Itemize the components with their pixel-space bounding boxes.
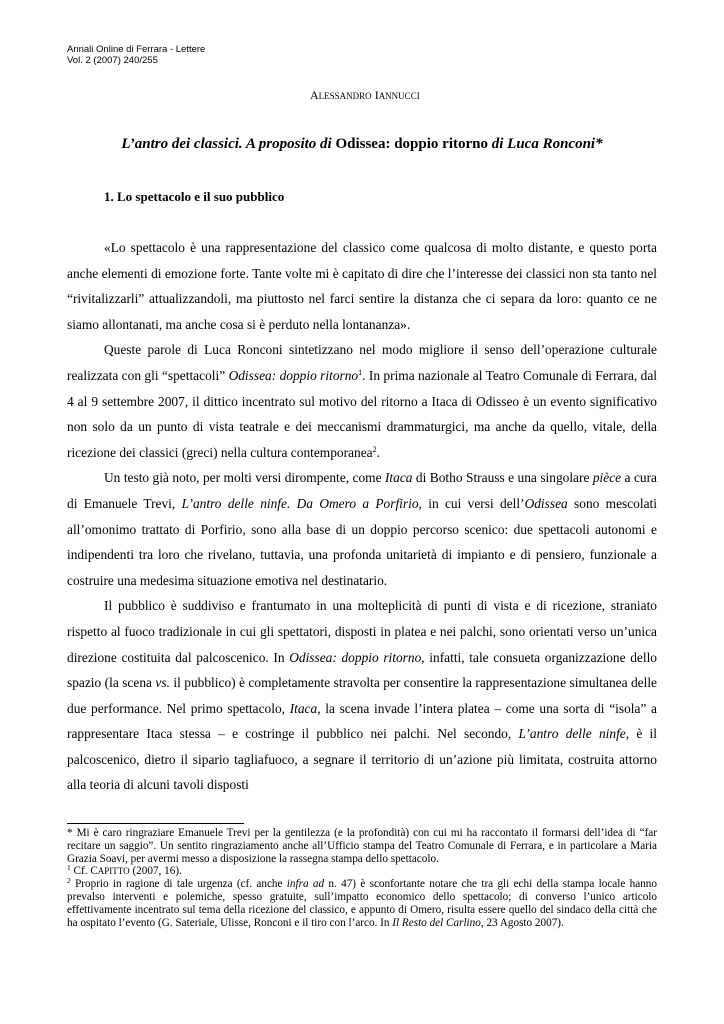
section-heading: 1. Lo spettacolo e il suo pubblico — [104, 189, 285, 204]
footnotes — [67, 827, 657, 929]
footnote-1: $^1$ Cf. CAPITTO (2007, 16). — [67, 863, 182, 878]
footnote-ref[interactable]: 1 — [358, 367, 363, 377]
journal-volume: Vol. 2 (2007) 240/255 — [67, 55, 158, 66]
article-title: L’antro dei classici. A proposito di Odissea: doppio ritorno di Luca Ronconi* — [121, 136, 603, 152]
paragraph: Un testo già noto, per molti versi dirompente, come Itaca di Botho Strauss e una singolare pièce a cura di Emanuele Trevi, L’antro delle ninfe. Da Omero a Porfirio, in cui versi dell’Odissea sono mescolati all’omonimo trattato di Porfirio, sono alla base di un doppio percorso scenico: due spettacoli autonomi e indipendenti tra loro che rivelano, tuttavia, una profonda unitarietà di impianto e di pensiero, funzionale a costruire una medesima situazione emotiva nel destinatario. — [67, 470, 657, 588]
footnote-2: $^2$ Proprio in ragione di tale urgenza (cf. anche infra ad n. 47) è sconfortante notare che tra gli echi della stampa locale hanno prevalso interventi e polemiche, spesso gratuite, sull’impatto economico dello spettacolo; di converso l’unico articolo effettivamente incentrato sul tema della ricezione del classico, e appunto di Omero, risulta essere quello del sindaco della città che ha ospitato l’evento (G. Sateriale, Ulisse, Ronconi e il tiro con l’arco. In Il Resto del Carlino, 23 Agosto 2007). — [67, 876, 657, 929]
paragraph-quote: «Lo spettacolo è una rappresentazione del classico come qualcosa di molto distante, e questo porta anche elementi di emozione forte. Tante volte mi è capitato di dire che l’interesse dei classici non sta tanto nel “rivitalizzarli” attualizzandoli, ma piuttosto nel farci sentire la distanza che ci separa da loro: quanto ce ne siamo allontanati, ma anche cosa si è perduto nella lontananza». — [67, 240, 657, 332]
article-body — [67, 235, 657, 798]
footnote-separator — [67, 823, 244, 824]
footnote-star: * Mi è caro ringraziare Emanuele Trevi per la gentilezza (e la profondità) con cui mi ha raccontato il formarsi dell’idea di “far recitare un saggio”. Un sentito ringraziamento anche all’Ufficio stampa del Teatro Comunale di Ferrara, e in particolare a Maria Grazia Soavi, per avermi messo a disposizione la rassegna stampa dello spettacolo. — [67, 827, 657, 865]
footnote-ref[interactable]: 2 — [372, 444, 377, 454]
journal-title: Annali Online di Ferrara - Lettere — [67, 44, 206, 55]
paragraph: Il pubblico è suddiviso e frantumato in una molteplicità di punti di vista e di ricezione, straniato rispetto al fuoco tradizionale in cui gli spettatori, disposti in platea e nei palchi, sono orientati verso un’unica direzione costituita dal palcoscenico. In Odissea: doppio ritorno, infatti, tale consueta organizzazione dello spazio (la scena vs. il pubblico) è completamente stravolta per consentire la rappresentazione simultanea delle due performance. Nel primo spettacolo, Itaca, la scena invade l’intera platea – come una sorta di “isola” a rappresentare Itaca stessa – e costringe il pubblico nei palchi. Nel secondo, L’antro delle ninfe, è il palcoscenico, dietro il sipario tagliafuoco, a segnare il territorio di un’azione più limitata, costruita attorno alla teoria di alcuni tavoli disposti — [67, 598, 658, 793]
paragraph: Queste parole di Luca Ronconi sintetizzano nel modo migliore il senso dell’operazione culturale realizzata con gli “spettacoli” Odissea: doppio ritorno$^1$. In prima nazionale al Teatro Comunale di Ferrara, dal 4 al 9 settembre 2007, il dittico incentrato sul motivo del ritorno a Itaca di Odisseo è un evento significativo non solo da un punto di vista teatrale e dei meccanismi drammaturgici, ma anche da quello, vitale, della ricezione dei classici (greci) nella cultura contemporanea$^2$. — [67, 342, 658, 460]
journal-header — [67, 44, 205, 66]
author-name: ALESSANDRO IANNUCCI — [310, 88, 420, 102]
